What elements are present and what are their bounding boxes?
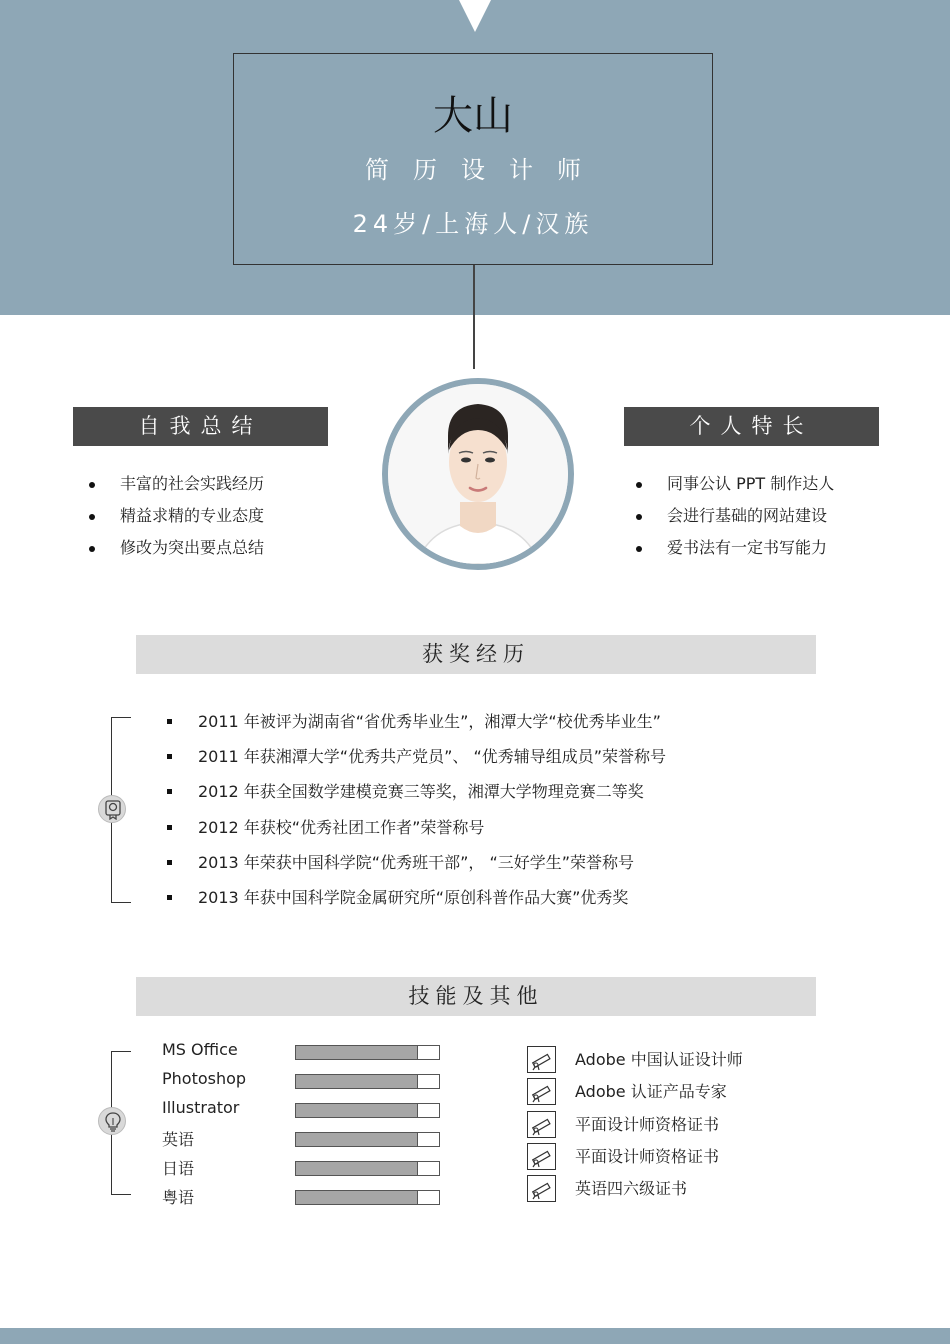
skill-bar-fill: [296, 1046, 418, 1059]
skill-bar-fill: [296, 1104, 418, 1117]
footer-band: [0, 1328, 950, 1344]
skill-name: Illustrator: [162, 1098, 240, 1117]
certificate-name: 英语四六级证书: [575, 1179, 688, 1199]
skill-bar: [295, 1161, 440, 1176]
skill-name: 日语: [162, 1159, 195, 1178]
skill-name: 英语: [162, 1130, 195, 1149]
skill-bar: [295, 1190, 440, 1205]
skill-row: [162, 1153, 452, 1182]
section-header-awards: 获奖经历: [136, 635, 816, 674]
personal-info: 24岁/上海人/汉族: [352, 210, 594, 238]
portrait-image: [388, 384, 568, 564]
connector-line: [473, 265, 475, 369]
skill-bar-fill: [296, 1162, 418, 1175]
skill-row: [162, 1124, 452, 1153]
list-item: 2011 年获湘潭大学“优秀共产党员”、 “优秀辅导组成员”荣誉称号: [160, 739, 666, 774]
skill-bar: [295, 1132, 440, 1147]
list-item: 2013 年荣获中国科学院“优秀班干部”， “三好学生”荣誉称号: [160, 845, 666, 880]
list-item: 同事公认 PPT 制作达人: [620, 468, 834, 500]
certificate-name: Adobe 认证产品专家: [575, 1082, 727, 1102]
section-header-strengths: 个人特长: [624, 407, 879, 446]
skill-name: MS Office: [162, 1040, 238, 1059]
list-item: 精益求精的专业态度: [73, 500, 264, 532]
person-name: 大山: [433, 93, 513, 139]
list-item: 2011 年被评为湖南省“省优秀毕业生”，湘潭大学“校优秀毕业生”: [160, 704, 666, 739]
section-header-skills: 技能及其他: [136, 977, 816, 1016]
medal-icon: [98, 795, 126, 823]
certificate-name: 平面设计师资格证书: [575, 1114, 720, 1134]
skill-bar: [295, 1103, 440, 1118]
certificate-row: [527, 1172, 787, 1204]
certificate-row: [527, 1075, 787, 1107]
certificate-row: [527, 1108, 787, 1140]
diploma-icon: [527, 1078, 556, 1105]
list-item: 丰富的社会实践经历: [73, 468, 264, 500]
certificate-row: [527, 1140, 787, 1172]
skill-bar: [295, 1074, 440, 1089]
list-item: 2012 年获全国数学建模竞赛三等奖，湘潭大学物理竞赛二等奖: [160, 774, 666, 809]
diploma-icon: [527, 1046, 556, 1073]
lightbulb-icon: [98, 1107, 126, 1135]
top-notch: [459, 0, 491, 32]
strengths-list: [620, 468, 834, 564]
skills-list: [162, 1037, 452, 1211]
list-item: 2013 年获中国科学院金属研究所“原创科普作品大赛”优秀奖: [160, 880, 666, 915]
skill-bar-fill: [296, 1191, 418, 1204]
list-item: 会进行基础的网站建设: [620, 500, 834, 532]
skill-row: [162, 1095, 452, 1124]
summary-list: [73, 468, 264, 564]
skill-bar: [295, 1045, 440, 1060]
name-card: [233, 53, 713, 265]
skill-name: 粤语: [162, 1188, 195, 1207]
skill-bar-fill: [296, 1133, 418, 1146]
list-item: 修改为突出要点总结: [73, 532, 264, 564]
list-item: 2012 年获校“优秀社团工作者”荣誉称号: [160, 810, 666, 845]
certificate-name: Adobe 中国认证设计师: [575, 1050, 743, 1069]
certificate-row: [527, 1043, 787, 1075]
certificate-name: 平面设计师资格证书: [575, 1146, 720, 1166]
diploma-icon: [527, 1111, 556, 1138]
skill-name: Photoshop: [162, 1069, 247, 1088]
section-header-summary: 自我总结: [73, 407, 328, 446]
skill-row: [162, 1182, 452, 1211]
skill-row: [162, 1066, 452, 1095]
awards-list: [160, 704, 666, 915]
skill-row: [162, 1037, 452, 1066]
job-title: 简历设计师: [365, 156, 605, 184]
certificates-list: [527, 1043, 787, 1204]
avatar: [382, 378, 574, 570]
diploma-icon: [527, 1175, 556, 1202]
diploma-icon: [527, 1143, 556, 1170]
list-item: 爱书法有一定书写能力: [620, 532, 834, 564]
skill-bar-fill: [296, 1075, 418, 1088]
